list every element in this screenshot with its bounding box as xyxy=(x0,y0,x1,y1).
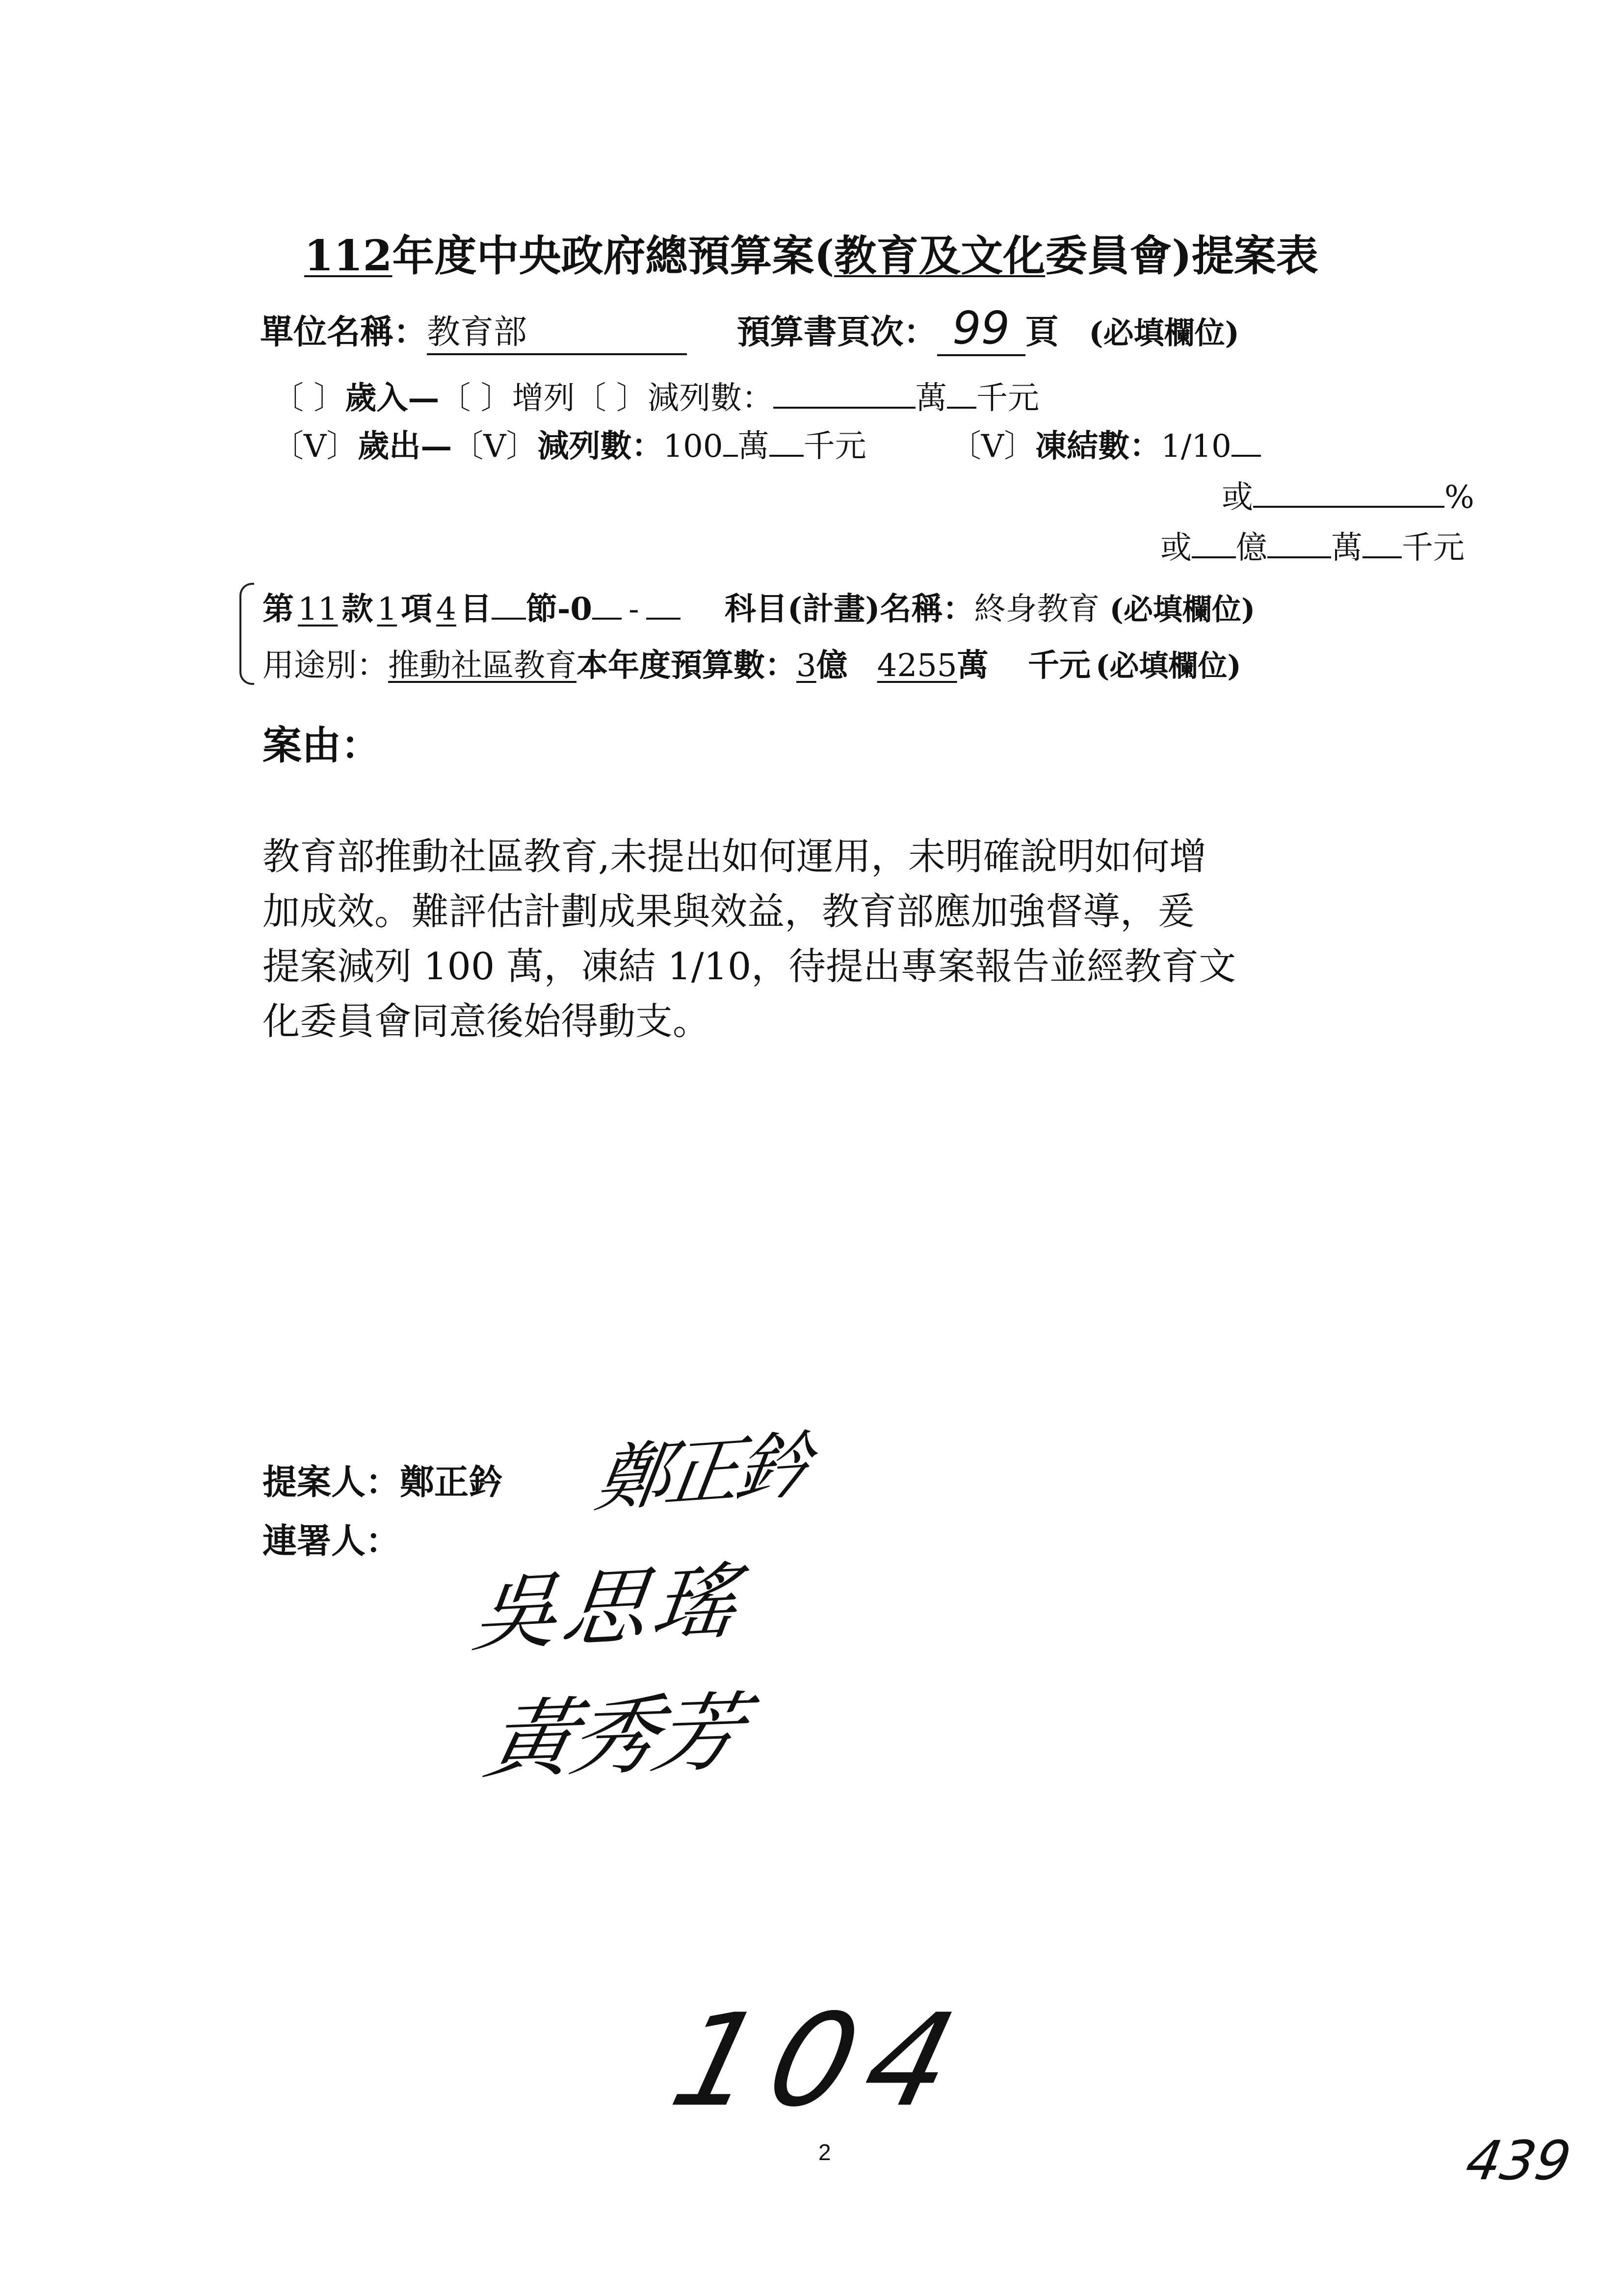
or-row-percent xyxy=(1222,472,1474,517)
subject-label: 科目(計畫)名稱： xyxy=(724,591,974,627)
jie-blank xyxy=(492,589,526,620)
or-label-1: 或 xyxy=(1222,479,1253,516)
freeze-label: 凍結數： xyxy=(1035,428,1161,465)
revenue-qian-blank xyxy=(947,378,976,409)
yi-blank xyxy=(1192,528,1236,558)
or-row-amount xyxy=(1160,522,1465,568)
increase-checkbox: 〔 〕 xyxy=(439,380,512,417)
form-title xyxy=(304,222,1318,283)
required-note: (必填欄位) xyxy=(1089,315,1239,351)
percent-blank xyxy=(1253,477,1444,508)
purpose-required: (必填欄位) xyxy=(1095,649,1241,683)
sub-blank-1 xyxy=(592,589,622,620)
handwritten-number: 104 xyxy=(658,1987,983,2135)
reason-heading: 案由： xyxy=(262,722,380,768)
or-qian: 千元 xyxy=(1402,530,1465,566)
corner-number: 439 xyxy=(1461,2129,1576,2192)
budget-wan: 萬 xyxy=(957,647,989,684)
revenue-row xyxy=(272,373,1039,418)
unit-label: 單位名稱： xyxy=(260,313,427,352)
reason-line: 加成效。難評估計劃成果與效益，教育部應加強督導，爰 xyxy=(262,889,1195,933)
reason-line: 教育部推動社區教育,未提出如何運用，未明確說明如何增 xyxy=(262,835,1207,878)
exp-qian: 千元 xyxy=(803,428,866,465)
kuan-label: 款 xyxy=(341,591,373,627)
proposer-row xyxy=(262,1455,503,1504)
percent-sign: % xyxy=(1444,479,1474,516)
jie-label: 節-0 xyxy=(525,591,592,627)
wan-blank xyxy=(1267,528,1331,558)
or-yi: 億 xyxy=(1236,530,1267,566)
page-number: 2 xyxy=(818,2139,831,2165)
title-middle: 年度中央政府總預算案( xyxy=(392,231,835,281)
reason-line: 化委員會同意後始得動支。 xyxy=(262,999,710,1043)
proposer-label: 提案人： xyxy=(262,1461,400,1502)
unit-value: 教育部 xyxy=(427,306,687,355)
qian-blank xyxy=(1362,528,1402,558)
section-row xyxy=(262,584,1255,629)
expenditure-checkbox: 〔V〕 xyxy=(272,428,358,465)
page-value: 99 xyxy=(937,302,1025,356)
unit-row xyxy=(260,302,1239,356)
proposer-signature: 鄭正鈐 xyxy=(590,1423,812,1523)
left-bracket xyxy=(239,583,254,685)
reason-body xyxy=(262,829,1236,1049)
exp-blank-1 xyxy=(723,426,738,457)
budget-yi: 億 xyxy=(816,647,848,684)
title-year: 112 xyxy=(304,231,393,281)
budget-label: 本年度預算數： xyxy=(576,647,796,684)
xiang-label: 項 xyxy=(401,591,433,627)
sub-blank-2 xyxy=(646,589,681,620)
purpose-label: 用途別： xyxy=(262,648,388,684)
revenue-amount-blank xyxy=(773,378,916,409)
title-end: 委員會)提案表 xyxy=(1045,231,1318,281)
page-suffix: 頁 xyxy=(1025,313,1059,352)
exp-blank-2 xyxy=(769,426,804,457)
exp-wan: 萬 xyxy=(737,428,769,465)
di-label: 第 xyxy=(262,591,294,627)
or-label-2: 或 xyxy=(1160,530,1192,566)
sub-dash: - xyxy=(628,591,639,627)
budget-yi-value: 3 xyxy=(796,648,816,684)
exp-decrease-value: 100 xyxy=(663,428,723,465)
mu-value: 4 xyxy=(436,591,456,627)
revenue-qian: 千元 xyxy=(976,380,1040,417)
budget-wan-value: 4255 xyxy=(877,648,957,684)
decrease-checkbox: 〔 〕 xyxy=(575,380,648,417)
title-committee: 教育及文化 xyxy=(834,231,1046,281)
exp-decrease-checkbox: 〔V〕 xyxy=(452,428,538,465)
proposer-name: 鄭正鈐 xyxy=(400,1461,503,1502)
cosigner-label: 連署人： xyxy=(262,1520,400,1561)
subject-value: 終身教育 xyxy=(974,591,1100,627)
revenue-wan: 萬 xyxy=(916,380,947,417)
decrease-label: 減列數： xyxy=(648,380,774,417)
page-label: 預算書頁次： xyxy=(736,313,937,352)
freeze-checkbox: 〔V〕 xyxy=(949,428,1036,465)
xiang-value: 1 xyxy=(377,591,397,627)
purpose-row xyxy=(262,640,1241,685)
freeze-value: 1/10 xyxy=(1161,428,1231,465)
kuan-value: 11 xyxy=(298,591,338,627)
cosigner-signature: 吳思瑤 xyxy=(468,1552,747,1664)
mu-label: 目 xyxy=(460,591,492,627)
cosigner-signature: 黃秀芳 xyxy=(477,1683,750,1791)
revenue-label: 歲入— xyxy=(345,380,440,417)
revenue-checkbox: 〔 〕 xyxy=(272,380,345,417)
budget-qian: 千元 xyxy=(1027,647,1091,684)
freeze-blank xyxy=(1231,426,1261,457)
subject-required: (必填欄位) xyxy=(1109,593,1256,627)
increase-label: 增列 xyxy=(512,380,575,417)
expenditure-row xyxy=(272,421,1261,466)
exp-decrease-label: 減列數： xyxy=(537,428,663,465)
expenditure-label: 歲出— xyxy=(358,428,452,465)
reason-line: 提案減列 100 萬，凍結 1/10，待提出專案報告並經教育文 xyxy=(262,944,1236,988)
or-wan: 萬 xyxy=(1331,530,1362,566)
purpose-value: 推動社區教育 xyxy=(388,648,576,684)
